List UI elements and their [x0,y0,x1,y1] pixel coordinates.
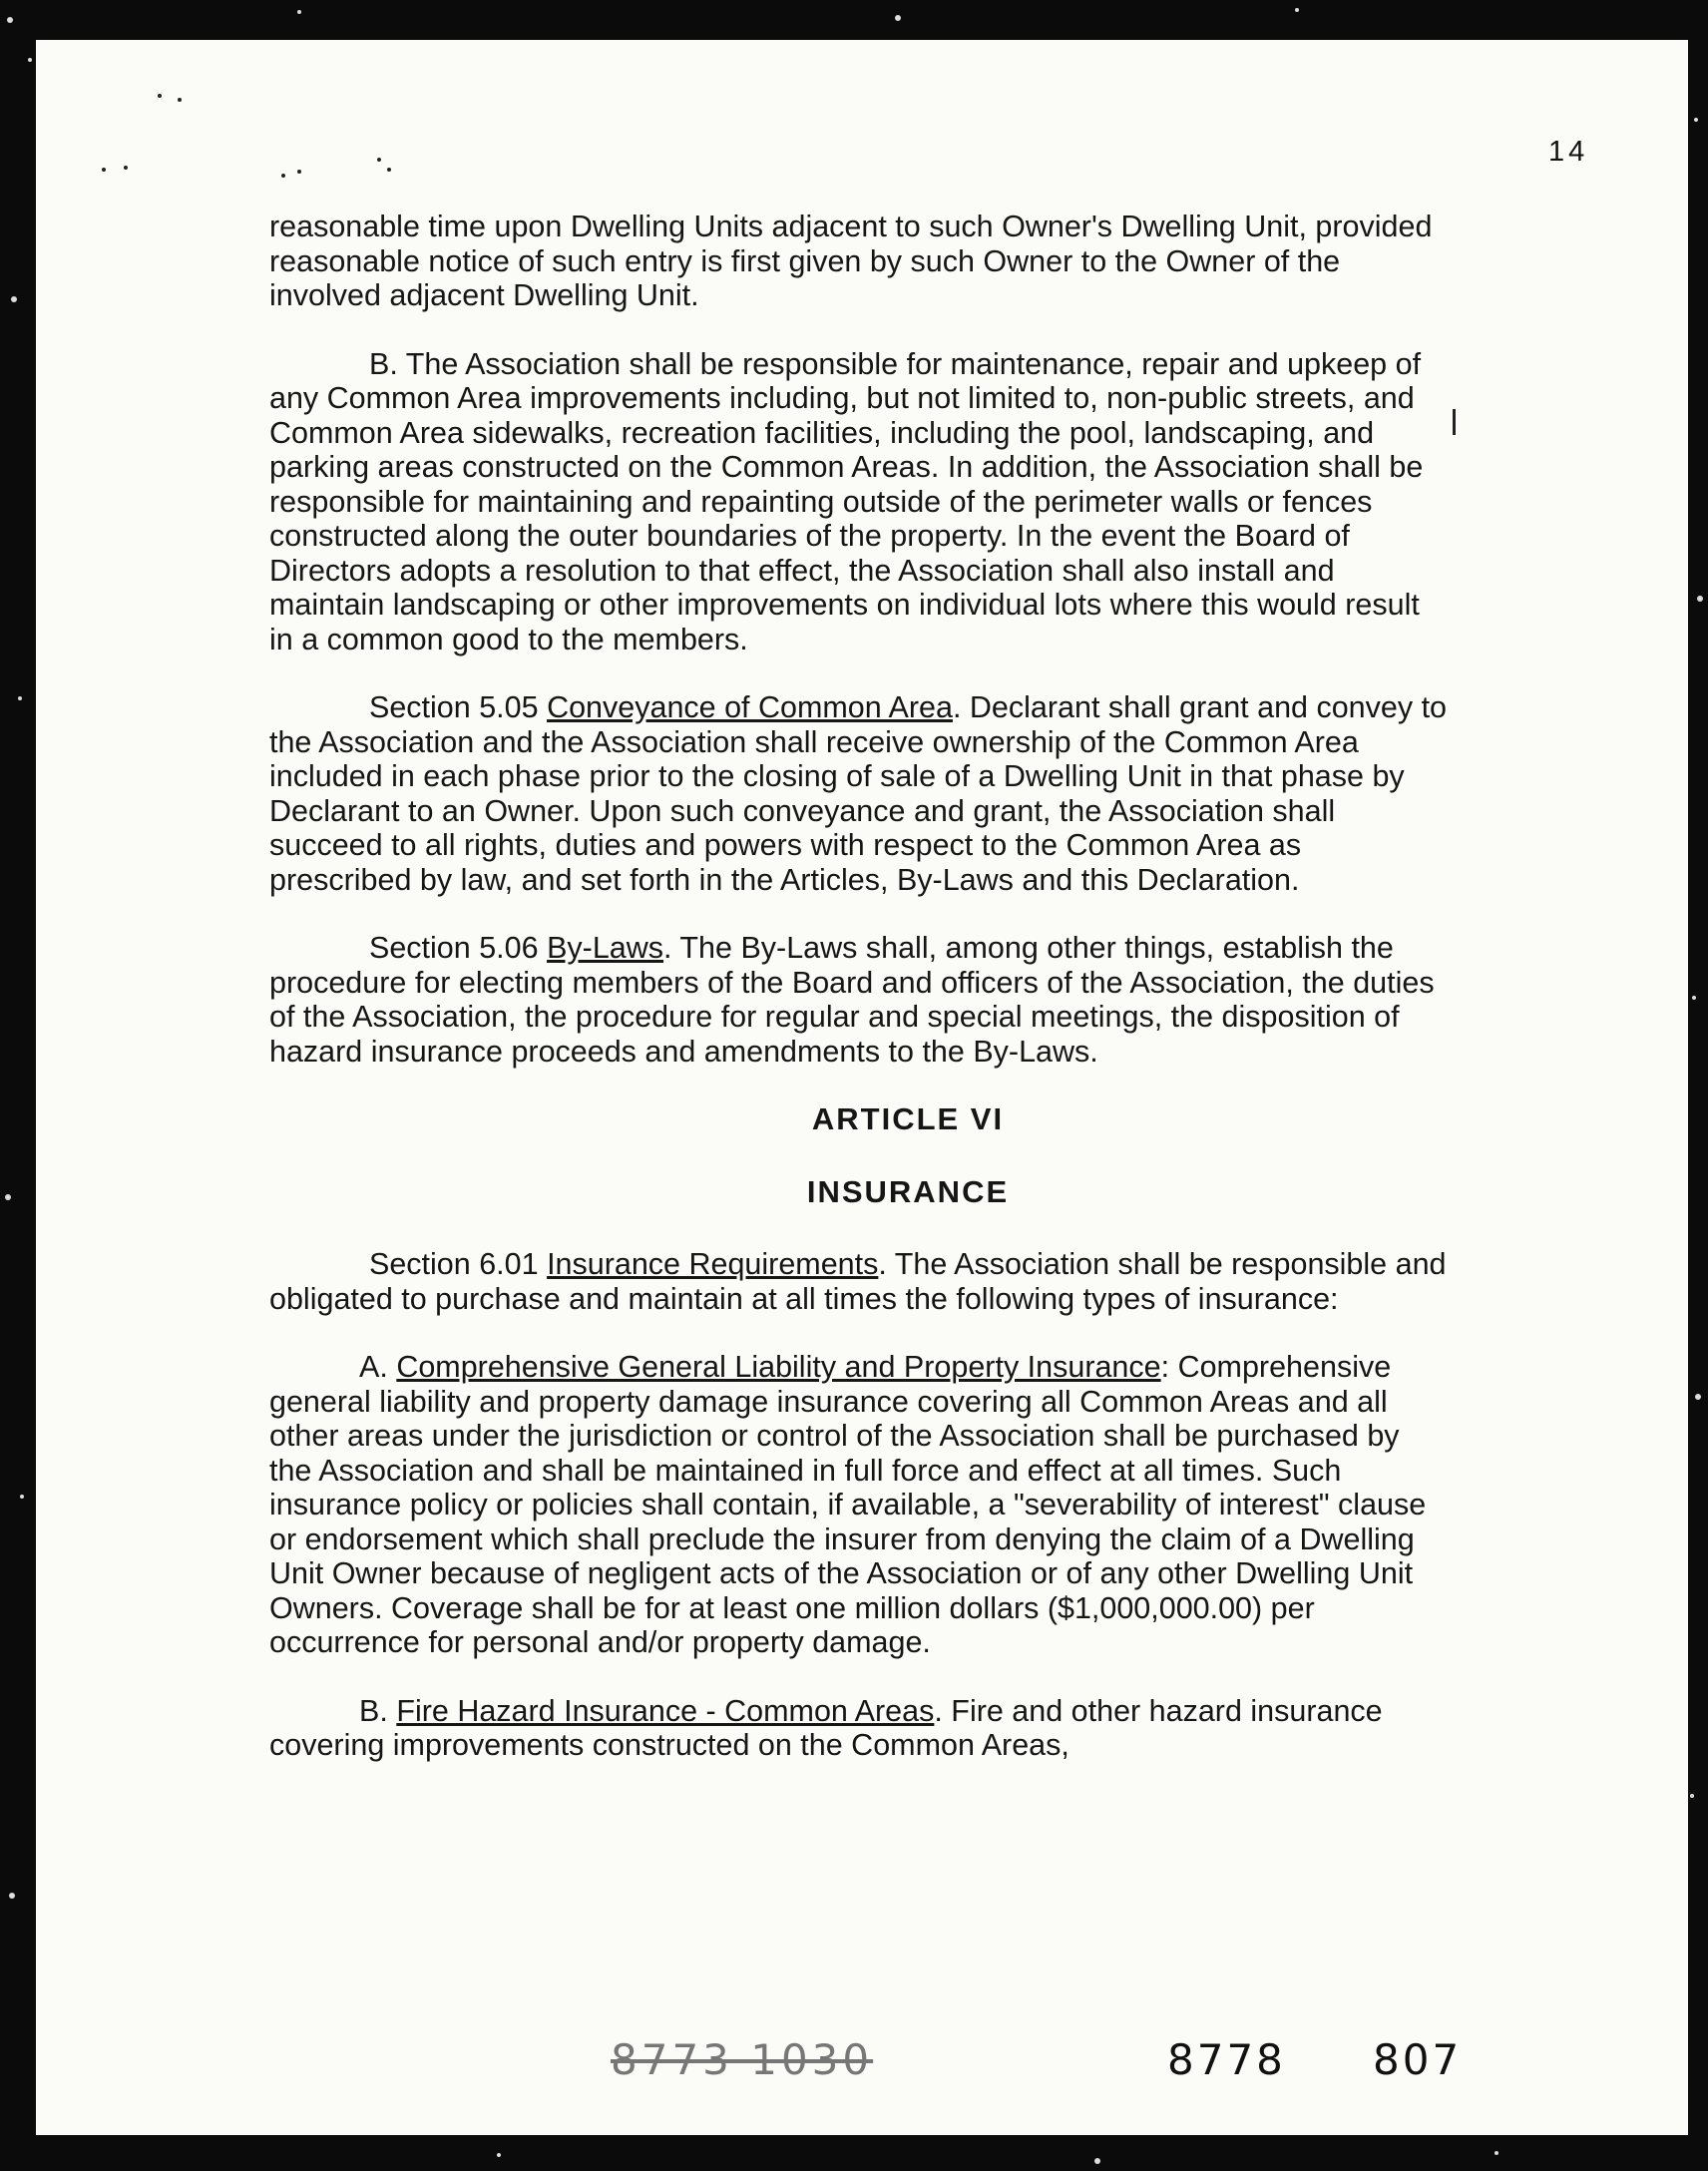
subsection-label: A. [359,1350,388,1384]
subsection-body: . Fire and other hazard insurance covering improvements constructed on the Common Areas, [269,1693,1383,1762]
section-body: . The By-Laws shall, among other things, establish the procedure for electing members of the Board and officers of the Association, the duties of the Association, the procedure for regular and special meetings, the disposition of hazard insurance proceeds and amendments to the By-Laws. [269,931,1435,1069]
struck-recording-stamp: 8773 1030 [611,2035,874,2084]
paragraph-b-maintenance: B. The Association shall be responsible for maintenance, repair and upkeep of any Common Area improvements including, but not limited to, non-public streets, and Common Area sidewalks, recreation facilities, including the pool, landscaping, and parking areas constructed on the Common Areas. In addition, the Association shall be responsible for maintaining and repainting outside of the perimeter walls or fences constructed along the outer boundaries of the property. In the event the Board of Directors adopts a resolution to that effect, the Association shall also install and maintain landscaping or other improvements on individual lots where this would result in a common good to the members. [269,346,1424,656]
section-title: Conveyance of Common Area [547,690,953,724]
article-title: INSURANCE [806,1173,1010,1209]
section-body: . The Association shall be responsible and obligated to purchase and maintain at all times the following types of insurance: [269,1247,1447,1316]
margin-mark [1453,409,1456,435]
recording-page-number: 807 [1373,2035,1463,2084]
section-5-06 [269,931,1447,1069]
section-label: Section 5.06 [369,931,539,965]
subsection-label: B. [359,1693,388,1728]
section-body: . Declarant shall grant and convey to the Association and the Association shall receive ownership of the Common Area included in each phase prior to the closing of sale of a Dwelling Unit in that phase by Declarant to an Owner. Upon such conveyance and grant, the Association shall succeed to all rights, duties and powers with respect to the Common Area as prescribed by law, and set forth in the Articles, By-Laws and this Declaration. [269,690,1448,897]
section-5-05 [269,690,1447,897]
page-number: 14 [1548,136,1589,168]
article-heading: ARTICLE VI [811,1101,1005,1136]
document-body [269,210,1447,1797]
recording-book-number: 8778 [1167,2035,1286,2084]
subsection-body: : Comprehensive general liability and property damage insurance covering all Common Areas and all other areas under the jurisdiction or control of the Association shall be purchased by the Association and shall be maintained in full force and effect at all times. Such insurance policy or policies shall contain, if available, a "severability of interest" clause or endorsement which shall preclude the insurer from denying the claim of a Dwelling Unit Owner because of negligent acts of the Association or of any other Dwelling Unit Owners. Coverage shall be for at least one million dollars ($1,000,000.00) per occurrence for personal and/or property damage. [269,1350,1427,1659]
section-6-01 [269,1247,1447,1316]
section-label: Section 6.01 [369,1247,539,1281]
section-label: Section 5.05 [369,690,539,724]
continuation-paragraph: reasonable time upon Dwelling Units adjacent to such Owner's Dwelling Unit, provided reasonable notice of such entry is first given by such Owner to the Owner of the involved adjacent Dwelling Unit. [269,210,1433,312]
subsection-b [269,1694,1447,1763]
subsection-a [269,1350,1447,1660]
subsection-title: Comprehensive General Liability and Property Insurance [396,1350,1161,1384]
section-title: By-Laws [547,931,664,965]
section-title: Insurance Requirements [547,1247,879,1281]
subsection-title: Fire Hazard Insurance - Common Areas [396,1693,935,1728]
